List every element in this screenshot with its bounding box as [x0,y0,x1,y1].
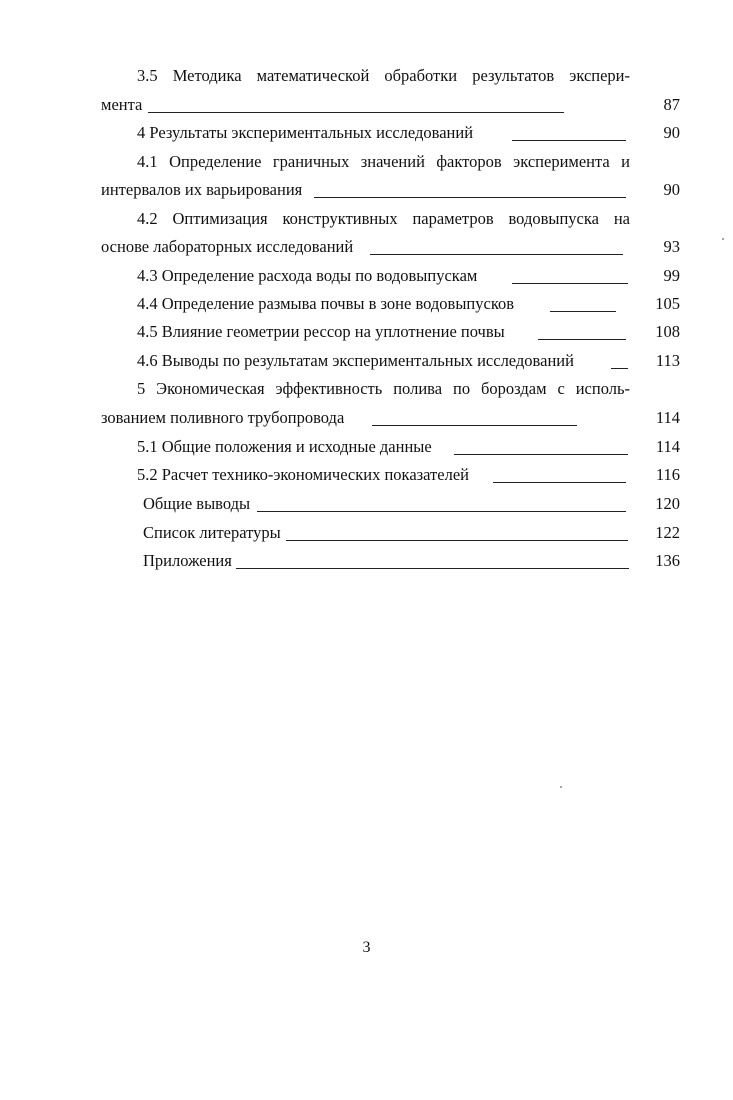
toc-entry-title: Приложения [143,551,232,570]
toc-page-number: 90 [663,123,680,142]
toc-entry-title-continued: зованием поливного трубопровода [101,408,345,427]
toc-entry-title: 5 Экономическая эффективность полива по бороздам с исполь- [137,379,630,398]
toc-page-number: 116 [655,465,680,484]
leader-line [257,511,626,512]
leader-line [314,197,626,198]
leader-line [611,368,628,369]
toc-entry-title: Список литературы [143,523,281,542]
toc-page-number: 99 [663,266,680,285]
leader-line [550,311,616,312]
toc-page-number: 114 [655,408,680,427]
toc-entry-title-continued: основе лабораторных исследований [101,237,354,256]
toc-page-number: 105 [655,294,680,313]
leader-line [454,454,628,455]
scan-speck [560,786,562,788]
toc-page-number: 120 [655,494,680,513]
toc-entry-title: 4.6 Выводы по результатам экспериментальных исследований [137,351,574,370]
toc-entry-title: Общие выводы [143,494,251,513]
leader-line [286,540,628,541]
toc-entry-title: 4.1 Определение граничных значений факторов эксперимента и [137,152,630,171]
toc-entry-title-continued: интервалов их варьирования [101,180,303,199]
toc-entry-title-continued: мента [101,95,143,114]
toc-page-number: 87 [663,95,680,114]
toc-entry-title: 4 Результаты экспериментальных исследований [137,123,474,142]
toc-page-number: 136 [655,551,680,570]
scan-speck [722,238,724,240]
leader-line [236,568,629,569]
leader-line [512,283,628,284]
toc-page-number: 93 [663,237,680,256]
toc-page-number: 113 [655,351,680,370]
toc-page-number: 90 [663,180,680,199]
leader-line [493,482,626,483]
toc-entry-title: 4.5 Влияние геометрии рессор на уплотнение почвы [137,322,505,341]
toc-entry-title: 4.2 Оптимизация конструктивных параметров водовыпуска на [137,209,630,228]
leader-line [370,254,623,255]
toc-page-number: 122 [655,523,680,542]
page-number: 3 [362,939,371,956]
toc-page-number: 114 [655,437,680,456]
toc-entry-title: 3.5 Методика математической обработки результатов экспери- [137,66,630,85]
leader-line [372,425,577,426]
leader-line [538,339,626,340]
toc-entry-title: 5.1 Общие положения и исходные данные [137,437,432,456]
toc-entry-title: 5.2 Расчет технико-экономических показателей [137,465,469,484]
toc-entry-title: 4.3 Определение расхода воды по водовыпускам [137,266,478,285]
toc-page-number: 108 [655,322,680,341]
toc-entry-title: 4.4 Определение размыва почвы в зоне водовыпусков [137,294,515,313]
leader-line [512,140,626,141]
leader-line [148,112,564,113]
